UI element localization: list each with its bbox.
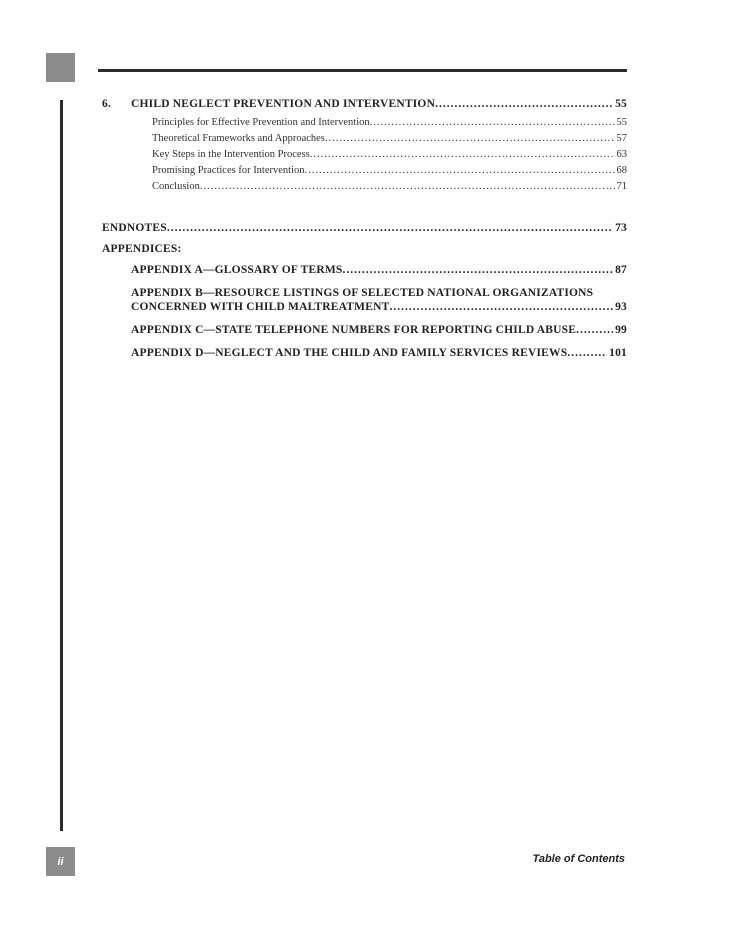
leader-dots — [325, 133, 615, 144]
leader-dots — [167, 222, 613, 234]
leader-dots — [305, 165, 615, 176]
appendices-heading: APPENDICES: — [102, 243, 182, 255]
corner-marker — [46, 53, 75, 82]
page-label: ii — [57, 855, 64, 868]
appendix-title: APPENDIX D—NEGLECT AND THE CHILD AND FAMILY SERVICES REVIEWS — [131, 347, 568, 359]
leader-dots — [567, 347, 607, 359]
toc-entry-endnotes[interactable] — [102, 222, 627, 234]
toc-entry-appendix-d[interactable] — [102, 347, 627, 359]
section-title: Principles for Effective Prevention and Intervention — [152, 117, 370, 128]
page-number: 57 — [616, 133, 627, 144]
toc-entry-chapter-6[interactable] — [102, 98, 627, 110]
page-number-box — [46, 847, 75, 876]
top-rule — [98, 69, 627, 72]
appendix-title-line-2: CONCERNED WITH CHILD MALTREATMENT — [131, 301, 390, 313]
page-number: 87 — [615, 264, 627, 276]
chapter-title: CHILD NEGLECT PREVENTION AND INTERVENTION — [131, 98, 436, 110]
page-number: 71 — [616, 181, 627, 192]
page-number: 55 — [616, 117, 627, 128]
section-title: Key Steps in the Intervention Process — [152, 149, 310, 160]
toc-entry-section[interactable] — [102, 117, 627, 128]
toc-entry-appendix-b[interactable] — [102, 287, 627, 313]
chapter-number: 6. — [102, 98, 112, 110]
leader-dots — [342, 264, 613, 276]
page-number: 99 — [615, 324, 627, 336]
table-of-contents — [102, 98, 627, 359]
leader-dots — [310, 149, 615, 160]
section-title: Conclusion — [152, 181, 200, 192]
page-number: 93 — [615, 301, 627, 313]
toc-entry-section[interactable] — [102, 133, 627, 144]
toc-entry-appendix-a[interactable] — [102, 264, 627, 276]
footer-section-title: Table of Contents — [532, 853, 625, 865]
leader-dots — [200, 181, 615, 192]
leader-dots — [370, 117, 615, 128]
toc-entry-section[interactable] — [102, 149, 627, 160]
leader-dots — [389, 301, 613, 313]
page-number: 68 — [616, 165, 627, 176]
side-rule — [60, 100, 63, 831]
page-number: 55 — [615, 98, 627, 110]
leader-dots — [576, 324, 613, 336]
page-number: 63 — [616, 149, 627, 160]
appendix-title: APPENDIX C—STATE TELEPHONE NUMBERS FOR REPORTING CHILD ABUSE — [131, 324, 577, 336]
toc-entry-section[interactable] — [102, 181, 627, 192]
section-title: Theoretical Frameworks and Approaches — [152, 133, 325, 144]
appendix-title: APPENDIX A—GLOSSARY OF TERMS — [131, 264, 343, 276]
appendix-title-line-1: APPENDIX B—RESOURCE LISTINGS OF SELECTED NATIONAL ORGANIZATIONS — [131, 287, 594, 299]
section-title: Promising Practices for Intervention — [152, 165, 305, 176]
leader-dots — [435, 98, 613, 110]
toc-entry-section[interactable] — [102, 165, 627, 176]
toc-entry-appendix-c[interactable] — [102, 324, 627, 336]
endnotes-title: ENDNOTES — [102, 222, 167, 234]
page-number: 101 — [609, 347, 627, 359]
page-number: 73 — [615, 222, 627, 234]
